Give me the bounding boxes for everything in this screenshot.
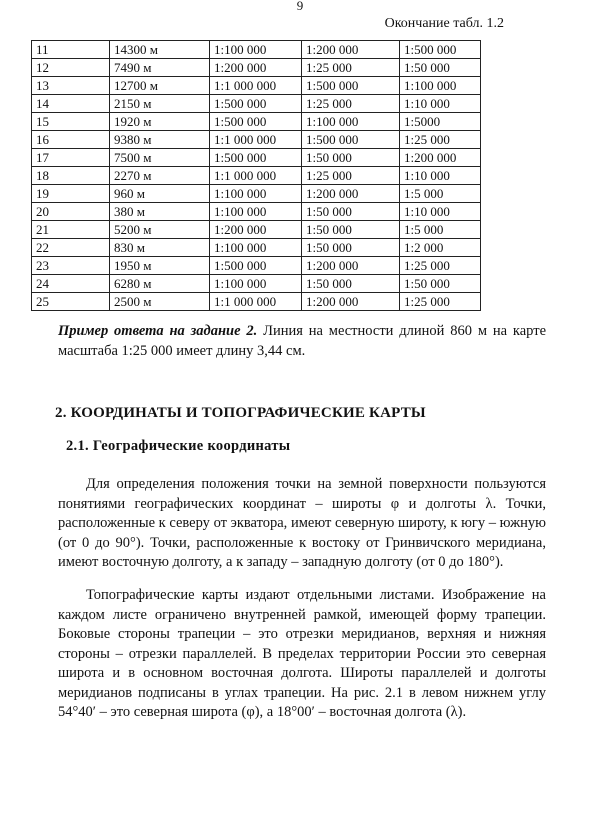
table-cell: 1:1 000 000 [210, 77, 302, 95]
table-cell: 17 [32, 149, 110, 167]
table-cell: 1:100 000 [302, 113, 400, 131]
page-number: 9 [296, 0, 304, 13]
table-row [32, 95, 481, 113]
table-cell: 9380 м [110, 131, 210, 149]
table-cell: 830 м [110, 239, 210, 257]
table-cell: 1:1 000 000 [210, 167, 302, 185]
table-row [32, 59, 481, 77]
table-cell: 7500 м [110, 149, 210, 167]
table-cell: 1:10 000 [400, 95, 481, 113]
table-cell: 11 [32, 41, 110, 59]
table-cell: 1:1 000 000 [210, 293, 302, 311]
table-row [32, 275, 481, 293]
table-cell: 2270 м [110, 167, 210, 185]
table-cell: 1:200 000 [302, 185, 400, 203]
table-row [32, 239, 481, 257]
table-cell: 1:50 000 [400, 275, 481, 293]
table-cell: 15 [32, 113, 110, 131]
table-cell: 1:25 000 [302, 167, 400, 185]
table-cell: 25 [32, 293, 110, 311]
table-cell: 960 м [110, 185, 210, 203]
subsection-heading: 2.1. Географические координаты [66, 438, 291, 454]
table-row [32, 77, 481, 95]
table-cell: 1:500 000 [210, 149, 302, 167]
table-cell: 1:500 000 [210, 113, 302, 131]
table-cell: 1:200 000 [210, 59, 302, 77]
table-cell: 1:50 000 [302, 149, 400, 167]
paragraph-1: Для определения положения точки на земной поверхности пользуются понятиями географических координат – широты φ и долготы λ. Точки, расположенные к северу от экватора, имеют северную широту, к югу – южную (от 0 до 90°). Точки, расположенные к востоку от Гринвичского меридиана, имеют восточную долготу, а к западу – западную долготу (от 0 до 180°). [58, 476, 546, 570]
table-cell: 1:25 000 [302, 59, 400, 77]
table-cell: 1:25 000 [400, 131, 481, 149]
table-cell: 14300 м [110, 41, 210, 59]
table-cell: 1:100 000 [210, 185, 302, 203]
table-cell: 19 [32, 185, 110, 203]
table-cell: 1920 м [110, 113, 210, 131]
table-cell: 6280 м [110, 275, 210, 293]
table-row [32, 41, 481, 59]
example-text: Линия на местности длиной 860 м на карте масштаба 1:25 000 имеет длину 3,44 см. [58, 323, 546, 359]
table-cell: 1:10 000 [400, 167, 481, 185]
table-caption: Окончание табл. 1.2 [384, 16, 504, 31]
table-cell: 1:100 000 [210, 239, 302, 257]
table-cell: 22 [32, 239, 110, 257]
table-cell: 1:25 000 [400, 257, 481, 275]
table-cell: 1:200 000 [302, 41, 400, 59]
table-cell: 5200 м [110, 221, 210, 239]
table-cell: 12 [32, 59, 110, 77]
table-cell: 1:50 000 [400, 59, 481, 77]
table-cell: 1:500 000 [210, 257, 302, 275]
table-cell: 1:5000 [400, 113, 481, 131]
table-cell: 1:50 000 [302, 203, 400, 221]
table-cell: 1:200 000 [400, 149, 481, 167]
example-answer [58, 322, 546, 361]
table-cell: 1:200 000 [302, 293, 400, 311]
table-cell: 1:100 000 [210, 203, 302, 221]
table-row [32, 257, 481, 275]
table-row [32, 221, 481, 239]
scale-table [31, 40, 481, 311]
table-cell: 1:500 000 [210, 95, 302, 113]
table-cell: 1:200 000 [302, 257, 400, 275]
table-cell: 2500 м [110, 293, 210, 311]
table-cell: 16 [32, 131, 110, 149]
table-cell: 1:100 000 [210, 41, 302, 59]
table-cell: 1:2 000 [400, 239, 481, 257]
table-cell: 1:10 000 [400, 203, 481, 221]
table-cell: 1:500 000 [400, 41, 481, 59]
table-row [32, 203, 481, 221]
table-cell: 1:5 000 [400, 185, 481, 203]
paragraph-2: Топографические карты издают отдельными листами. Изображение на каждом листе ограничено внутренней рамкой, имеющей форму трапеции. Боковые стороны трапеции – это отрезки меридианов, верхняя и нижняя стороны – отрезки параллелей. В пределах территории России это северная широта и в основном восточная долгота. Широты параллелей и долготы меридианов подписаны в углах трапеции. На рис. 2.1 в левом нижнем углу 54°40′ – это северная широта (φ), а 18°00′ – восточная долгота (λ). [58, 587, 546, 720]
table-cell: 1:100 000 [210, 275, 302, 293]
table-cell: 1:1 000 000 [210, 131, 302, 149]
table-cell: 13 [32, 77, 110, 95]
table-cell: 1:50 000 [302, 275, 400, 293]
table-row [32, 185, 481, 203]
table-cell: 1:500 000 [302, 131, 400, 149]
table-cell: 12700 м [110, 77, 210, 95]
example-lead: Пример ответа на задание 2. [58, 323, 258, 339]
table-cell: 2150 м [110, 95, 210, 113]
table-cell: 21 [32, 221, 110, 239]
table-cell: 24 [32, 275, 110, 293]
table-cell: 1:100 000 [400, 77, 481, 95]
table-cell: 1:50 000 [302, 221, 400, 239]
table-cell: 1:25 000 [400, 293, 481, 311]
table-row [32, 167, 481, 185]
table-cell: 23 [32, 257, 110, 275]
table-cell: 380 м [110, 203, 210, 221]
table-cell: 20 [32, 203, 110, 221]
table-cell: 7490 м [110, 59, 210, 77]
table-cell: 1:25 000 [302, 95, 400, 113]
table-row [32, 293, 481, 311]
table-cell: 1:5 000 [400, 221, 481, 239]
table-row [32, 149, 481, 167]
table-cell: 18 [32, 167, 110, 185]
table-cell: 1:50 000 [302, 239, 400, 257]
table-cell: 1:500 000 [302, 77, 400, 95]
table-cell: 1950 м [110, 257, 210, 275]
table-cell: 14 [32, 95, 110, 113]
table-cell: 1:200 000 [210, 221, 302, 239]
table-row [32, 113, 481, 131]
section-heading: 2. КООРДИНАТЫ И ТОПОГРАФИЧЕСКИЕ КАРТЫ [55, 405, 426, 421]
table-row [32, 131, 481, 149]
